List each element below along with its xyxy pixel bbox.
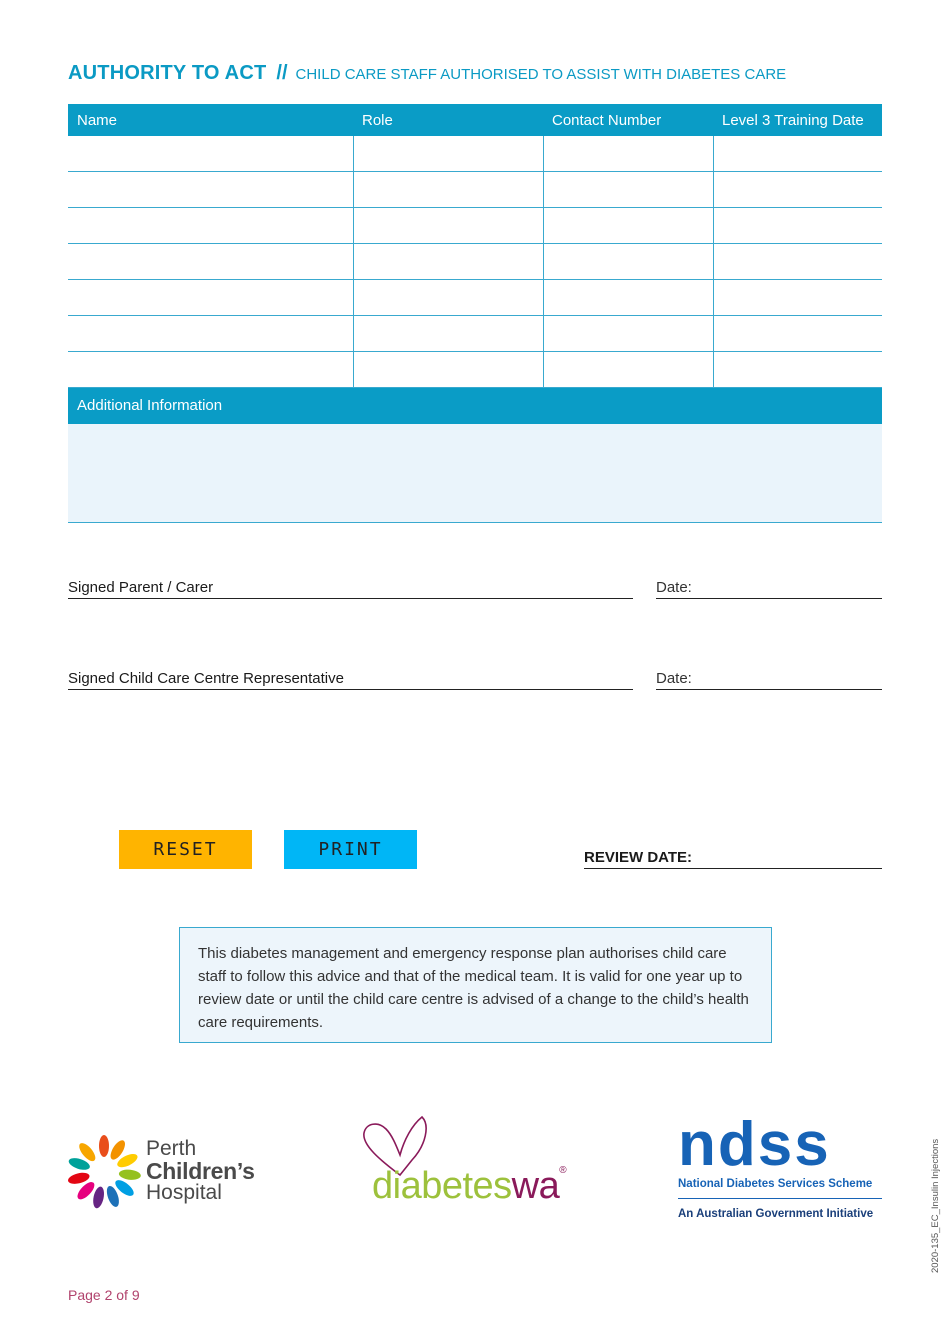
contact-number-input[interactable] (544, 280, 713, 315)
name-input[interactable] (68, 244, 353, 279)
contact-number-input[interactable] (544, 208, 713, 243)
name-cell (68, 208, 353, 244)
training-date-input[interactable] (714, 316, 883, 351)
role-input[interactable] (354, 172, 543, 207)
training-date-input[interactable] (714, 244, 883, 279)
contact-number-cell (543, 316, 713, 352)
diabeteswa-logo (360, 1115, 600, 1210)
centre-signature-label: Signed Child Care Centre Representative (68, 670, 344, 687)
name-cell (68, 280, 353, 316)
contact-number-cell (543, 208, 713, 244)
role-cell (353, 352, 543, 388)
diabeteswa-part-1: diabetes (372, 1165, 512, 1207)
table-header-row (68, 104, 882, 136)
parent-date-label: Date: (656, 579, 692, 596)
role-input[interactable] (354, 280, 543, 315)
name-input[interactable] (68, 136, 353, 171)
diabeteswa-wordmark (372, 1165, 566, 1208)
role-cell (353, 172, 543, 208)
role-input[interactable] (354, 244, 543, 279)
header-name: Name (68, 104, 353, 136)
title-separator: // (276, 62, 288, 84)
title-main: AUTHORITY TO ACT (68, 62, 267, 84)
ndss-wordmark: ndss (678, 1110, 831, 1179)
name-input[interactable] (68, 172, 353, 207)
training-date-cell (713, 172, 882, 208)
pch-line-1: Perth (146, 1137, 197, 1160)
diabeteswa-part-2: wa (511, 1165, 560, 1207)
header-role: Role (353, 104, 543, 136)
centre-signature-line[interactable] (68, 669, 633, 690)
ndss-tagline: An Australian Government Initiative (678, 1208, 874, 1220)
role-cell (353, 136, 543, 172)
review-date-line[interactable] (584, 846, 882, 869)
training-date-cell (713, 244, 882, 280)
role-cell (353, 316, 543, 352)
document-code: 2020-135_EC_Insulin Injections (930, 1138, 941, 1273)
parent-signature-label: Signed Parent / Carer (68, 579, 214, 596)
ndss-full-name: National Diabetes Services Scheme (678, 1178, 873, 1190)
training-date-cell (713, 280, 882, 316)
name-input[interactable] (68, 352, 353, 387)
pch-line-3: Hospital (146, 1181, 222, 1204)
training-date-input[interactable] (714, 136, 883, 171)
centre-date-line[interactable] (656, 669, 882, 690)
authorised-staff-table (68, 104, 882, 388)
centre-date-label: Date: (656, 670, 692, 687)
diabeteswa-registered-mark: ® (559, 1165, 567, 1176)
contact-number-cell (543, 280, 713, 316)
role-input[interactable] (354, 136, 543, 171)
additional-info-box (68, 424, 882, 523)
contact-number-input[interactable] (544, 136, 713, 171)
pch-burst-icon (66, 1126, 142, 1222)
header-contact-number: Contact Number (543, 104, 713, 136)
role-input[interactable] (354, 316, 543, 351)
page-title (68, 62, 786, 85)
name-input[interactable] (68, 316, 353, 351)
name-cell (68, 316, 353, 352)
training-date-cell (713, 352, 882, 388)
additional-info-field[interactable] (68, 424, 886, 526)
contact-number-cell (543, 244, 713, 280)
training-date-cell (713, 208, 882, 244)
header-training-date: Level 3 Training Date (713, 104, 882, 136)
training-date-input[interactable] (714, 208, 883, 243)
contact-number-cell (543, 136, 713, 172)
training-date-input[interactable] (714, 280, 883, 315)
review-date-label: REVIEW DATE: (584, 849, 693, 866)
contact-number-input[interactable] (544, 244, 713, 279)
ndss-divider (678, 1198, 882, 1199)
contact-number-cell (543, 172, 713, 208)
table-row (68, 172, 882, 208)
additional-info-header: Additional Information (68, 388, 882, 424)
name-cell (68, 244, 353, 280)
table-row (68, 244, 882, 280)
parent-date-line[interactable] (656, 578, 882, 599)
table-row (68, 208, 882, 244)
role-input[interactable] (354, 352, 543, 387)
reset-button[interactable]: RESET (119, 830, 252, 869)
role-cell (353, 244, 543, 280)
name-cell (68, 352, 353, 388)
print-button[interactable]: PRINT (284, 830, 417, 869)
validity-notice: This diabetes management and emergency response plan authorises child care staff to follow this advice and that of the medical team. It is valid for one year up to review date or until the child care centre is advised of a change to the child’s health care requirements. (179, 927, 772, 1043)
training-date-cell (713, 136, 882, 172)
training-date-input[interactable] (714, 352, 883, 387)
table-row (68, 136, 882, 172)
contact-number-input[interactable] (544, 352, 713, 387)
table-row (68, 316, 882, 352)
contact-number-input[interactable] (544, 172, 713, 207)
name-cell (68, 136, 353, 172)
role-cell (353, 280, 543, 316)
name-cell (68, 172, 353, 208)
title-subtitle: CHILD CARE STAFF AUTHORISED TO ASSIST WITH DIABETES CARE (295, 66, 787, 83)
role-input[interactable] (354, 208, 543, 243)
training-date-cell (713, 316, 882, 352)
name-input[interactable] (68, 208, 353, 243)
page-number: Page 2 of 9 (68, 1287, 140, 1303)
table-row (68, 280, 882, 316)
contact-number-input[interactable] (544, 316, 713, 351)
pch-wordmark (146, 1138, 255, 1204)
parent-signature-line[interactable] (68, 578, 633, 599)
table-body (68, 136, 882, 388)
ndss-logo (678, 1110, 883, 1222)
contact-number-cell (543, 352, 713, 388)
pch-line-2: Children’s (146, 1158, 255, 1184)
perth-childrens-hospital-logo (66, 1126, 286, 1222)
name-input[interactable] (68, 280, 353, 315)
role-cell (353, 208, 543, 244)
table-row (68, 352, 882, 388)
training-date-input[interactable] (714, 172, 883, 207)
